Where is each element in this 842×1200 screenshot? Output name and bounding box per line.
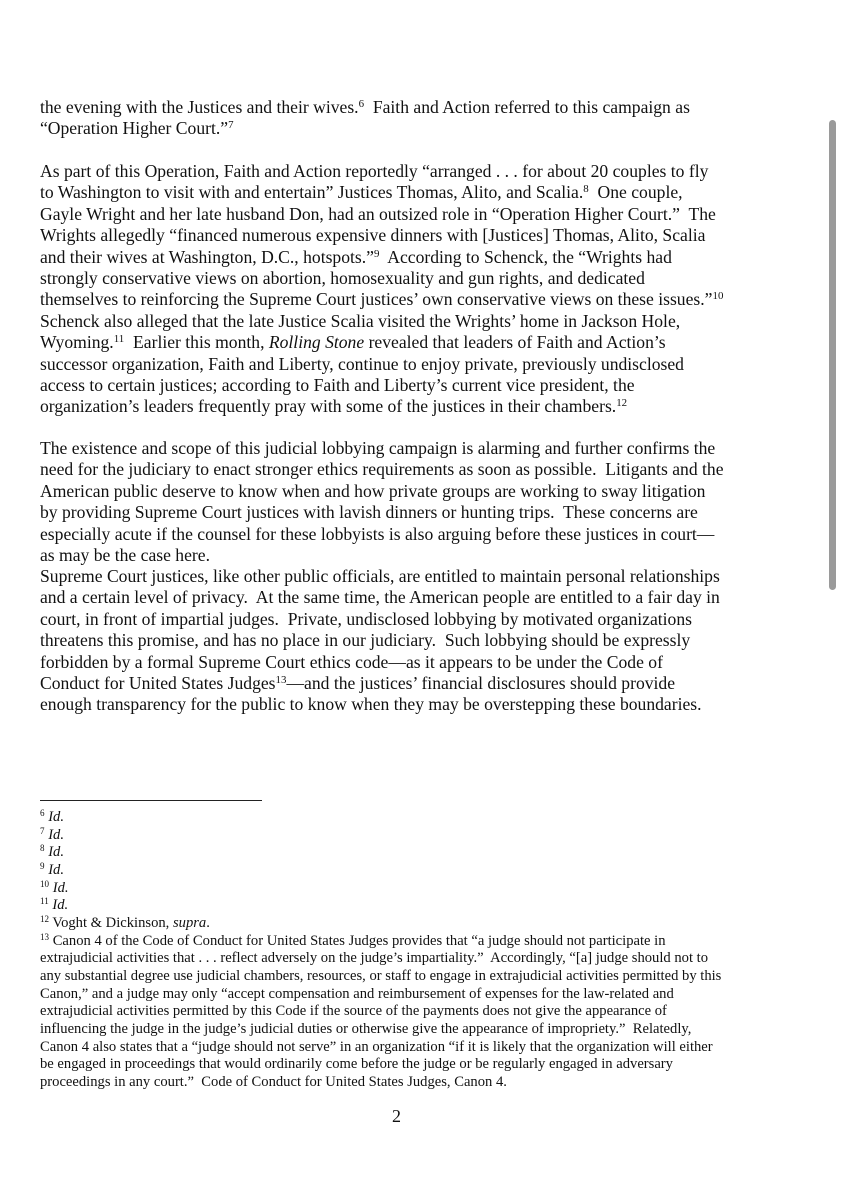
text-run: court, in front of impartial judges. Private, undisclosed lobbying by motivated organizations	[40, 608, 692, 629]
text-run: as may be the case here.	[40, 545, 210, 566]
text-line	[40, 161, 723, 182]
italic-text: Rolling Stone	[268, 332, 365, 353]
text-run: Gayle Wright and her late husband Don, had an outsized role in “Operation Higher Court.” The	[40, 203, 716, 224]
text-line	[40, 694, 720, 715]
text-run: Wyoming.	[40, 332, 114, 353]
italic-text: supra	[172, 914, 207, 931]
text-line	[40, 502, 724, 523]
footnote-marker: 10	[712, 290, 724, 303]
text-line	[40, 809, 721, 827]
text-run: by providing Supreme Court justices with lavish dinners or hunting trips. These concerns are	[40, 502, 698, 523]
text-line	[40, 289, 723, 310]
text-line	[40, 524, 724, 545]
footnote-marker: 8	[40, 843, 45, 854]
text-line	[40, 587, 720, 608]
italic-text: Id.	[48, 861, 64, 878]
text-run: Canon 4 of the Code of Conduct for United States Judges provides that “a judge should not participate in	[49, 932, 666, 949]
footnote-marker: 8	[583, 183, 589, 196]
italic-text: Id.	[48, 826, 64, 843]
text-run: extrajudicial activities that . . . reflect adversely on the judge’s impartiality.” Accordingly, “[a] judge should not to	[40, 950, 708, 967]
text-run: Canon,” and a judge may only “accept compensation and reimbursement of expenses for the law-related and	[40, 985, 674, 1002]
text-run: especially acute if the counsel for these lobbyists is also arguing before these justices in court—	[40, 523, 715, 544]
text-run: .	[206, 914, 210, 931]
paragraph-4	[40, 566, 720, 716]
text-run: organization’s leaders frequently pray with some of the justices in their chambers.	[40, 396, 617, 417]
paragraph-1	[40, 97, 690, 140]
paragraph-2	[40, 161, 723, 418]
text-run: The existence and scope of this judicial lobbying campaign is alarming and further confirms the	[40, 438, 716, 458]
text-line	[40, 933, 721, 951]
text-line	[40, 97, 690, 118]
text-run: Faith and Action referred to this campaign as	[364, 97, 690, 117]
text-run: to Washington to visit with and entertain” Justices Thomas, Alito, and Scalia.	[40, 182, 584, 203]
text-run: Wrights allegedly “financed numerous expensive dinners with [Justices] Thomas, Alito, Scalia	[40, 225, 706, 246]
text-line	[40, 1039, 721, 1057]
text-line	[40, 396, 723, 417]
text-line	[40, 459, 724, 480]
text-line	[40, 827, 721, 845]
footnotes	[40, 809, 721, 1092]
text-line	[40, 204, 723, 225]
text-line	[40, 652, 720, 673]
text-line	[40, 225, 723, 246]
text-run: and a certain level of privacy. At the same time, the American people are entitled to a fair day in	[40, 587, 720, 608]
footnote-marker: 12	[40, 913, 50, 924]
text-line	[40, 897, 721, 915]
text-line	[40, 844, 721, 862]
text-line	[40, 1003, 721, 1021]
italic-text: Id.	[48, 844, 64, 861]
text-line	[40, 268, 723, 289]
footnote-marker: 10	[40, 878, 50, 889]
text-line	[40, 968, 721, 986]
text-line	[40, 862, 721, 880]
scrollbar[interactable]	[829, 120, 836, 590]
italic-text: Id.	[52, 879, 69, 896]
italic-text: Id.	[52, 897, 69, 914]
footnote-marker: 13	[275, 674, 287, 687]
text-run: the evening with the Justices and their wives.	[40, 97, 359, 117]
text-line	[40, 311, 723, 332]
footnote-marker: 7	[40, 825, 45, 836]
text-line	[40, 481, 724, 502]
footnote-marker: 9	[40, 861, 45, 871]
footnote-divider	[40, 800, 262, 801]
text-line	[40, 1056, 721, 1074]
footnote-marker: 6	[40, 808, 45, 819]
footnote-marker: 11	[40, 896, 49, 907]
text-line	[40, 545, 724, 566]
text-line	[40, 1021, 721, 1039]
text-line	[40, 375, 723, 396]
text-run: Supreme Court justices, like other public officials, are entitled to maintain personal relationships	[40, 566, 720, 586]
italic-text: Id.	[48, 809, 64, 825]
page-number: 2	[392, 1106, 401, 1126]
footnote-marker: 11	[113, 333, 125, 346]
text-line	[40, 118, 690, 139]
footnote-marker: 9	[373, 247, 380, 260]
footnote-marker: 6	[358, 98, 365, 110]
text-line	[40, 247, 723, 268]
text-line	[40, 1074, 721, 1092]
text-line	[40, 182, 723, 203]
text-run: enough transparency for the public to know when they may be overstepping these boundaries.	[40, 694, 702, 715]
text-line	[40, 332, 723, 353]
paragraph-3	[40, 438, 724, 566]
text-run: access to certain justices; according to Faith and Liberty’s current vice president, the	[40, 375, 635, 396]
text-run: Earlier this month,	[124, 332, 269, 353]
text-line	[40, 354, 723, 375]
text-line	[40, 915, 721, 933]
text-run: need for the judiciary to enact stronger ethics requirements as soon as possible. Litigants and the	[40, 459, 724, 480]
text-line	[40, 880, 721, 898]
text-line	[40, 566, 720, 587]
text-run: extrajudicial activities permitted by this Code if the source of the payments does not give the appearance of	[40, 1003, 667, 1020]
text-run: and their wives at Washington, D.C., hotspots.”	[40, 246, 374, 267]
text-run: proceedings in any court.” Code of Conduct for United States Judges, Canon 4.	[40, 1073, 507, 1090]
text-line	[40, 438, 724, 459]
text-line	[40, 609, 720, 630]
text-run: American public deserve to know when and how private groups are working to sway litigation	[40, 480, 706, 501]
text-line	[40, 950, 721, 968]
text-run: threatens this promise, and has no place in our judiciary. Such lobbying should be expressly	[40, 630, 691, 651]
text-run: influencing the judge in the judge’s judicial duties or otherwise give the appearance of impropriety.” Relatedly,	[40, 1020, 692, 1037]
footnote-marker: 7	[228, 119, 234, 132]
text-run: revealed that leaders of Faith and Action’s	[364, 332, 666, 353]
footnote-marker: 13	[40, 931, 50, 942]
footnote-marker: 12	[616, 397, 628, 410]
text-run: Canon 4 also states that a “judge should not serve” in an organization “if it is likely that the organization will either	[40, 1038, 713, 1055]
text-line	[40, 630, 720, 651]
text-run: forbidden by a formal Supreme Court ethics code—as it appears to be under the Code of	[40, 651, 663, 672]
text-run: As part of this Operation, Faith and Action reportedly “arranged . . . for about 20 couples to fly	[40, 161, 709, 181]
text-run: “Operation Higher Court.”	[40, 118, 229, 139]
text-run: successor organization, Faith and Liberty, continue to enjoy private, previously undisclosed	[40, 353, 684, 374]
text-line	[40, 986, 721, 1004]
text-run: strongly conservative views on abortion, homosexuality and gun rights, and dedicated	[40, 268, 645, 289]
text-run: Voght & Dickinson,	[49, 914, 173, 931]
text-run: Schenck also alleged that the late Justice Scalia visited the Wrights’ home in Jackson Hole,	[40, 310, 681, 331]
text-run: One couple,	[588, 182, 683, 203]
text-run: According to Schenck, the “Wrights had	[379, 246, 672, 267]
text-run: any substantial degree use judicial chambers, resources, or staff to engage in extrajudicial activities permitted by this	[40, 967, 722, 984]
text-run: —and the justices’ financial disclosures should provide	[286, 673, 676, 694]
text-run: themselves to reinforcing the Supreme Court justices’ own conservative views on these issues.”	[40, 289, 713, 310]
text-line	[40, 673, 720, 694]
text-run: Conduct for United States Judges	[40, 673, 276, 694]
text-run: be engaged in proceedings that would ordinarily come before the judge or be regularly engaged in adversary	[40, 1056, 673, 1073]
